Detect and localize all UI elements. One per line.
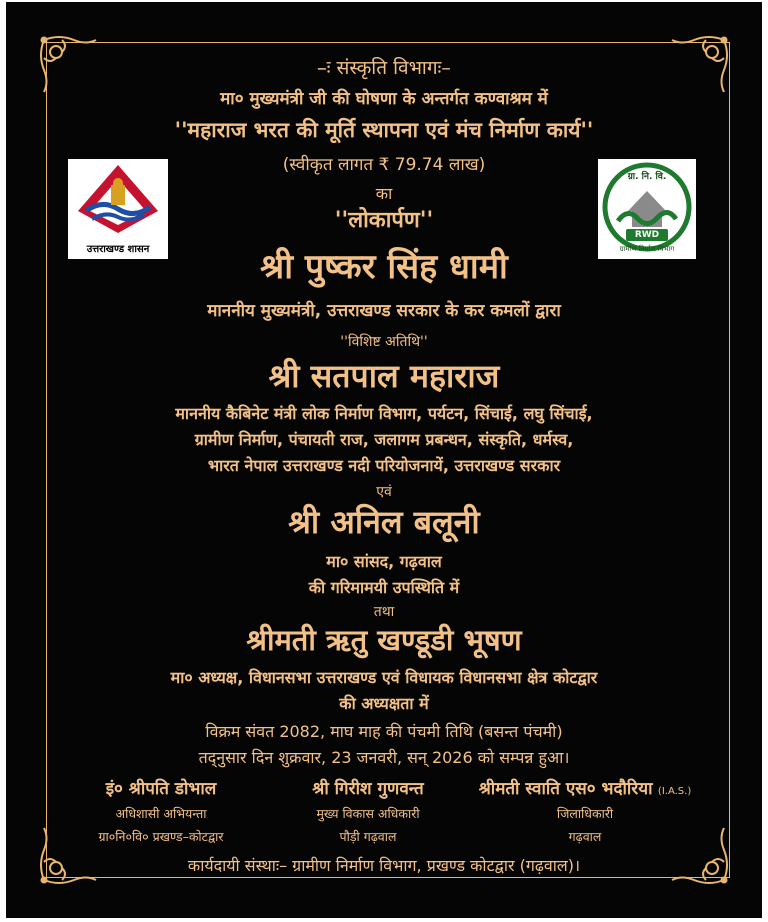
special-guest-title-line3: भारत नेपाल उत्तराखण्ड नदी परियोजनायें, उत्तराखण्ड सरकार [207, 456, 561, 475]
official-role: मुख्य विकास अधिकारी [316, 806, 420, 821]
official-2 [268, 776, 468, 845]
announcement-line: मा० मुख्यमंत्री जी की घोषणा के अन्तर्गत कण्वाश्रम में [220, 89, 548, 109]
official-office: ग्रा०नि०वि० प्रखण्ड–कोटद्वार [98, 829, 224, 844]
speaker-title: मा० अध्यक्ष, विधानसभा उत्तराखण्ड एवं विधायक विधानसभा क्षेत्र कोटद्वार [170, 668, 598, 687]
official-office: गढ़वाल [568, 829, 602, 844]
ka-word: का [375, 184, 393, 203]
project-title: ''महाराज भरत की मूर्ति स्थापना एवं मंच निर्माण कार्य'' [174, 118, 594, 142]
approved-cost: (स्वीकृत लागत ₹ 79.74 लाख) [282, 155, 486, 175]
official-3 [450, 776, 720, 845]
special-guest-title-line2: ग्रामीण निर्माण, पंचायती राज, जलागम प्रबन्धन, संस्कृति, धर्मस्व, [194, 430, 574, 449]
date-line1: विक्रम संवत 2082, माघ माह की पंचमी तिथि (बसन्त पंचमी) [205, 722, 563, 741]
state-emblem-icon [68, 159, 168, 237]
lokarpan-heading: ''लोकार्पण'' [334, 208, 434, 233]
chief-guest-name: श्री पुष्कर सिंह धामी [260, 247, 508, 287]
special-guest-title-line1: माननीय कैबिनेट मंत्री लोक निर्माण विभाग, पर्यटन, सिंचाई, लघु सिंचाई, [175, 404, 593, 423]
official-role: अधिशासी अभियन्ता [115, 806, 207, 821]
special-guest-name: श्री सतपाल महाराज [268, 357, 500, 395]
chief-guest-title: माननीय मुख्यमंत्री, उत्तराखण्ड सरकार के कर कमलों द्वारा [207, 301, 561, 321]
official-office: पौड़ी गढ़वाल [339, 829, 397, 844]
left-logo-caption: उत्तराखण्ड शासन [86, 244, 150, 255]
official-1 [56, 776, 266, 845]
mp-name: श्री अनिल बलूनी [288, 503, 480, 541]
mp-title: मा० सांसद, गढ़वाल [326, 552, 442, 571]
date-line2: तद्नुसार दिन शुक्रवार, 23 जनवरी, सन् 2026 को सम्पन्न हुआ। [198, 748, 570, 767]
special-guest-label: ''विशिष्ट अतिथि'' [340, 334, 428, 350]
rwd-badge-text: RWD [634, 230, 660, 240]
department-heading: –ः संस्कृति विभागः– [317, 57, 451, 79]
official-role: जिलाधिकारी [556, 806, 614, 821]
official-suffix: (I.A.S.) [657, 786, 692, 797]
executing-agency: कार्यदायी संस्थाः– ग्रामीण निर्माण विभाग, प्रखण्ड कोटद्वार (गढ़वाल)। [187, 856, 581, 875]
tatha-word: तथा [373, 604, 395, 620]
mp-presence: की गरिमामयी उपस्थिति में [308, 578, 460, 597]
right-logo-top-text: ग्रा. नि. वि. [627, 172, 667, 182]
right-logo-caption: ग्रामीण निर्माण विभाग [619, 245, 675, 253]
foundation-plaque [6, 2, 762, 918]
evam-word: एवं [376, 484, 392, 500]
official-name: श्रीमती स्वाति एस० भदौरिया [478, 779, 653, 799]
official-name: श्री गिरीश गुणवन्त [312, 779, 424, 799]
speaker-name: श्रीमती ऋतु खण्डूडी भूषण [246, 623, 522, 657]
speaker-presidency: की अध्यक्षता में [339, 694, 429, 713]
official-name: इं० श्रीपति डोभाल [105, 779, 217, 799]
